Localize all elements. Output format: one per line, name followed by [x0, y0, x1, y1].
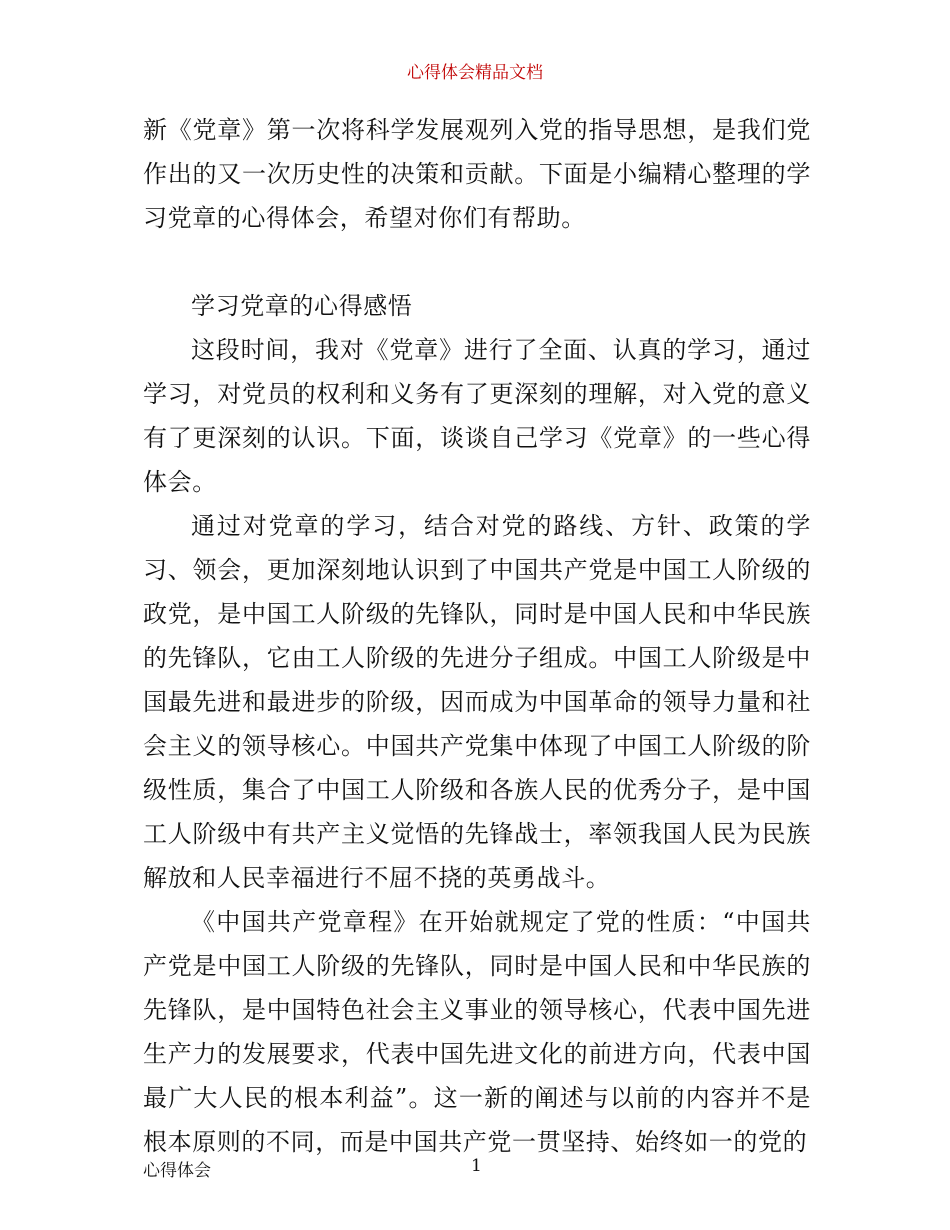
body-paragraph-3: 《中国共产党章程》在开始就规定了党的性质：“中国共产党是中国工人阶级的先锋队，同时是中国人民和中华民族的先锋队，是中国特色社会主义事业的领导核心，代表中国先进生产力的发展要求，代表中国先进文化的前进方向，代表中国最广大人民的根本利益”。这一新的阐述与以前的内容并不是根本原则的不同，而是中国共产党一贯坚持、始终如一的党的	[143, 908, 811, 1156]
paragraph-spacer	[143, 240, 811, 284]
intro-paragraph: 新《党章》第一次将科学发展观列入党的指导思想，是我们党作出的又一次历史性的决策和贡献。下面是小编精心整理的学习党章的心得体会，希望对你们有帮助。	[143, 116, 811, 232]
footer-label: 心得体会	[143, 1161, 211, 1181]
page-header-title: 心得体会精品文档	[407, 63, 543, 83]
body-paragraph-1: 这段时间，我对《党章》进行了全面、认真的学习，通过学习，对党员的权利和义务有了更深刻的理解，对入党的意义有了更深刻的认识。下面，谈谈自己学习《党章》的一些心得体会。	[143, 336, 811, 496]
document-body	[143, 108, 811, 1164]
section-title: 学习党章的心得感悟	[191, 292, 413, 320]
page-number: 1	[471, 1156, 482, 1176]
body-paragraph-2: 通过对党章的学习，结合对党的路线、方针、政策的学习、领会，更加深刻地认识到了中国共产党是中国工人阶级的政党，是中国工人阶级的先锋队，同时是中国人民和中华民族的先锋队，它由工人阶级的先进分子组成。中国工人阶级是中国最先进和最进步的阶级，因而成为中国革命的领导力量和社会主义的领导核心。中国共产党集中体现了中国工人阶级的阶级性质，集合了中国工人阶级和各族人民的优秀分子，是中国工人阶级中有共产主义觉悟的先锋战士，率领我国人民为民族解放和人民幸福进行不屈不挠的英勇战斗。	[143, 512, 811, 892]
